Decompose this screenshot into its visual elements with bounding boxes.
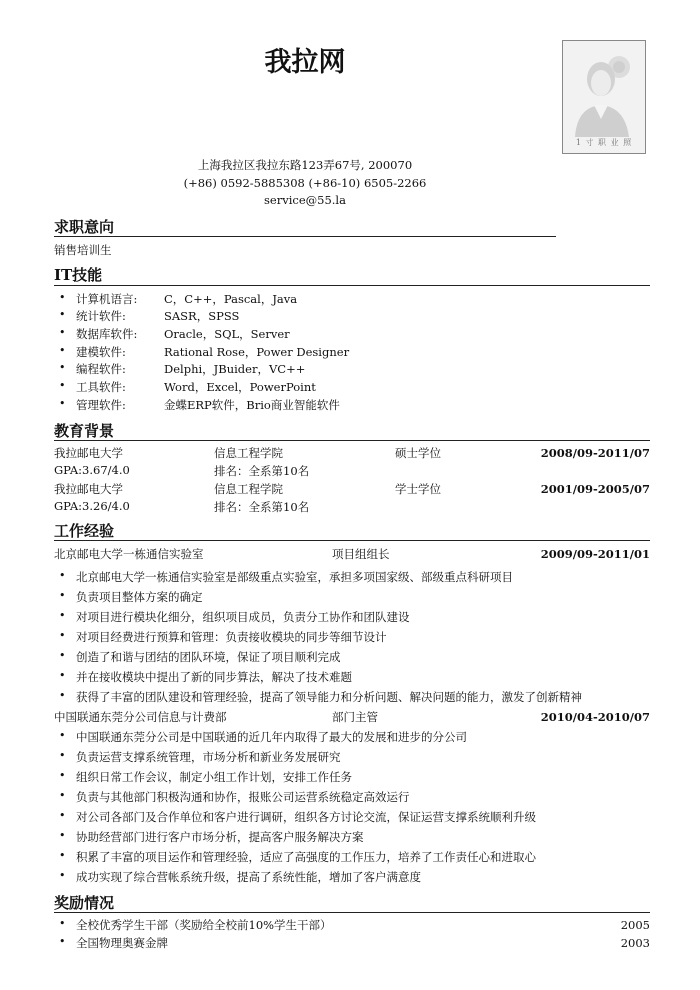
job-role: 项目组组长: [332, 547, 390, 561]
job-company: 中国联通东莞分公司信息与计费部: [54, 710, 227, 724]
bullet: •: [59, 669, 66, 682]
job-bullet: 协助经营部门进行客户市场分析，提高客户服务解决方案: [76, 830, 364, 844]
edu-degree: 硕士学位: [395, 446, 441, 460]
skill-label: 工具软件:: [76, 380, 126, 394]
bullet: •: [59, 917, 66, 930]
job-bullet: 创造了和谐与团结的团队环境，保证了项目顺利完成: [76, 650, 341, 664]
bullet: •: [59, 729, 66, 742]
contact-phone: (+86) 0592-5885308 (+86-10) 6505-2266: [183, 176, 427, 190]
bullet: •: [59, 649, 66, 662]
job-bullet: 获得了丰富的团队建设和管理经验，提高了领导能力和分析问题、解决问题的能力，激发了创新精神: [76, 690, 582, 704]
bullet: •: [59, 869, 66, 882]
bullet: •: [59, 789, 66, 802]
edu-department: 信息工程学院: [214, 446, 283, 460]
edu-rank: 排名：全系第10名: [214, 464, 310, 478]
bullet: •: [59, 344, 66, 357]
job-bullet: 积累了丰富的项目运作和管理经验，适应了高强度的工作压力，培养了工作责任心和进取心: [76, 850, 536, 864]
skill-value: Rational Rose，Power Designer: [164, 345, 350, 359]
job-bullet: 中国联通东莞分公司是中国联通的近几年内取得了最大的发展和进步的分公司: [76, 730, 467, 744]
edu-gpa: GPA:3.26/4.0: [54, 499, 130, 513]
job-bullet: 负责与其他部门积极沟通和协作，报账公司运营系统稳定高效运行: [76, 790, 410, 804]
section-rule: [54, 540, 650, 541]
edu-degree: 学士学位: [395, 482, 441, 496]
skill-label: 数据库软件:: [76, 327, 138, 341]
objective-value: 销售培训生: [54, 243, 112, 257]
job-bullet: 负责项目整体方案的确定: [76, 590, 203, 604]
job-bullet: 组织日常工作会议，制定小组工作计划，安排工作任务: [76, 770, 352, 784]
section-rule: [54, 912, 650, 913]
job-bullet: 并在接收模块中提出了新的同步算法，解决了技术难题: [76, 670, 352, 684]
bullet: •: [59, 569, 66, 582]
job-bullet: 负责运营支撑系统管理，市场分析和新业务发展研究: [76, 750, 341, 764]
skill-label: 统计软件:: [76, 309, 126, 323]
bullet: •: [59, 935, 66, 948]
job-bullet: 对项目进行模块化细分，组织项目成员，负责分工协作和团队建设: [76, 610, 410, 624]
section-title-education: 教育背景: [54, 422, 115, 440]
skill-value: SASR，SPSS: [164, 309, 240, 323]
edu-gpa: GPA:3.67/4.0: [54, 463, 130, 477]
section-title-awards: 奖励情况: [54, 894, 115, 912]
job-date: 2010/04-2010/07: [540, 710, 650, 724]
bullet: •: [59, 589, 66, 602]
section-title-skills: IT技能: [54, 266, 103, 284]
bullet: •: [59, 379, 66, 392]
award-year: 2005: [620, 918, 650, 932]
photo-caption: 1 寸 职 业 照: [575, 138, 633, 147]
bullet: •: [59, 829, 66, 842]
contact-email[interactable]: service@55.la: [264, 193, 346, 207]
contact-address: 上海我拉区我拉东路123弄67号, 200070: [197, 158, 413, 172]
job-bullet: 对项目经费进行预算和管理：负责接收模块的同步等细节设计: [76, 630, 387, 644]
edu-date: 2001/09-2005/07: [540, 482, 650, 496]
edu-department: 信息工程学院: [214, 482, 283, 496]
section-rule: [54, 285, 650, 286]
skill-label: 计算机语言:: [76, 292, 138, 306]
award-text: 全校优秀学生干部（奖励给全校前10%学生干部）: [76, 918, 332, 932]
skill-value: C，C++，Pascal，Java: [164, 292, 298, 306]
bullet: •: [59, 689, 66, 702]
bullet: •: [59, 629, 66, 642]
job-bullet: 北京邮电大学一栋通信实验室是部级重点实验室，承担多项国家级、部级重点科研项目: [76, 570, 513, 584]
skill-label: 编程软件:: [76, 362, 126, 376]
bullet: •: [59, 397, 66, 410]
bullet: •: [59, 809, 66, 822]
edu-date: 2008/09-2011/07: [540, 446, 650, 460]
bullet: •: [59, 769, 66, 782]
bullet: •: [59, 361, 66, 374]
bullet: •: [59, 849, 66, 862]
skill-value: 金蝶ERP软件，Brio商业智能软件: [164, 398, 340, 412]
skill-label: 建模软件:: [76, 345, 126, 359]
section-title-objective: 求职意向: [54, 218, 115, 236]
edu-school: 我拉邮电大学: [54, 482, 123, 496]
section-rule: [54, 236, 556, 237]
resume-name: 我拉网: [264, 47, 346, 78]
edu-school: 我拉邮电大学: [54, 446, 123, 460]
job-company: 北京邮电大学一栋通信实验室: [54, 547, 204, 561]
job-bullet: 成功实现了综合营帐系统升级，提高了系统性能，增加了客户满意度: [76, 870, 421, 884]
bullet: •: [59, 291, 66, 304]
bullet: •: [59, 308, 66, 321]
award-text: 全国物理奥赛金牌: [76, 936, 168, 950]
job-date: 2009/09-2011/01: [540, 547, 650, 561]
award-year: 2003: [620, 936, 650, 950]
edu-rank: 排名：全系第10名: [214, 500, 310, 514]
bullet: •: [59, 326, 66, 339]
skill-value: Word，Excel，PowerPoint: [164, 380, 316, 394]
skill-label: 管理软件:: [76, 398, 126, 412]
section-rule: [54, 440, 650, 441]
job-bullet: 对公司各部门及合作单位和客户进行调研，组织各方讨论交流，保证运营支撑系统顺利升级: [76, 810, 536, 824]
profile-photo: [562, 40, 646, 154]
job-role: 部门主管: [332, 710, 378, 724]
skill-value: Oracle，SQL，Server: [164, 327, 290, 341]
bullet: •: [59, 749, 66, 762]
section-title-work: 工作经验: [54, 522, 115, 540]
skill-value: Delphi，JBuider，VC++: [164, 362, 306, 376]
bullet: •: [59, 609, 66, 622]
